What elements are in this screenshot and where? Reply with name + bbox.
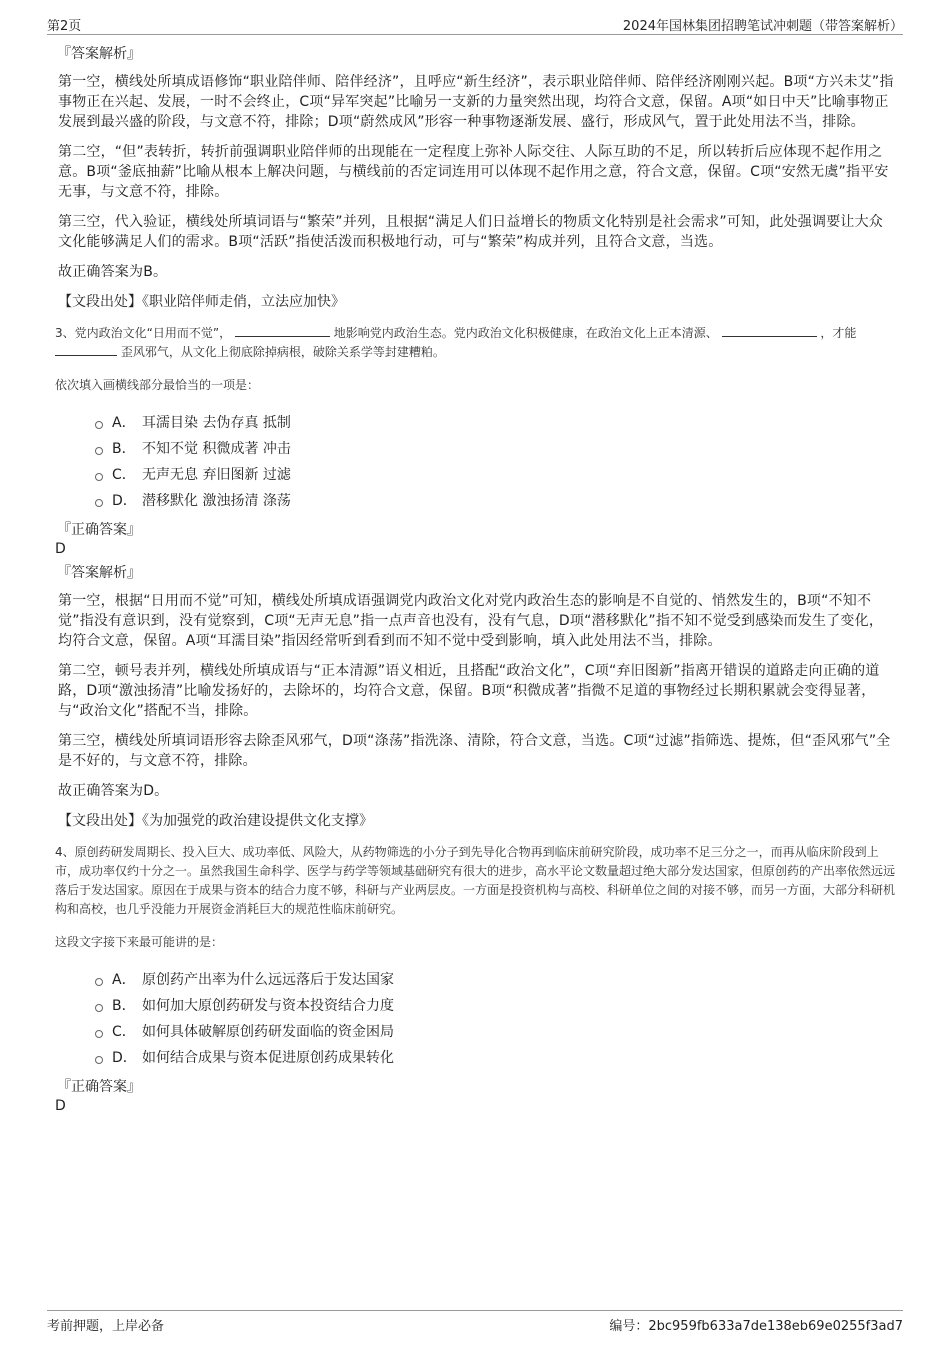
correct-answer: D: [55, 1098, 66, 1114]
option-text: 如何加大原创药研发与资本投资结合力度: [142, 998, 394, 1014]
option-c[interactable]: [95, 1018, 895, 1044]
fill-blank: [55, 343, 117, 356]
fill-blank: [722, 324, 817, 337]
analysis-conclusion: 故正确答案为D。: [58, 783, 169, 799]
radio-icon[interactable]: [95, 1030, 103, 1038]
analysis-paragraph: 第二空，“但”表转折，转折前强调职业陪伴师的出现能在一定程度上弥补人际交往、人际互助的不足，所以转折后应体现不起作用之意。B项“釜底抽薪”比喻从根本上解决问题，与横线前的否定词连用可以体现不起作用之意，符合文意，保留。C项“安然无虞”指平安无事，与文意不符，排除。: [58, 144, 889, 200]
analysis-paragraph: 第三空，代入验证，横线处所填词语与“繁荣”并列，且根据“满足人们日益增长的物质文化特别是社会需求”可知，此处强调要让大众文化能够满足人们的需求。B项“活跃”指使活泼而积极地行动，可与“繁荣”构成并列，且符合文意，当选。: [58, 214, 884, 250]
option-text: 无声无息 弃旧图新 过滤: [142, 467, 291, 483]
correct-answer-label: 『正确答案』: [57, 522, 141, 538]
correct-answer-label: 『正确答案』: [57, 1079, 141, 1095]
radio-icon[interactable]: [95, 1004, 103, 1012]
option-b[interactable]: [95, 992, 895, 1018]
correct-answer: D: [55, 541, 66, 557]
option-text: 如何具体破解原创药研发面临的资金困局: [142, 1024, 394, 1040]
document-title: 2024年国林集团招聘笔试冲刺题（带答案解析）: [622, 19, 903, 34]
option-letter: A．: [112, 415, 136, 431]
option-text: 潜移默化 激浊扬清 涤荡: [142, 493, 291, 509]
radio-icon[interactable]: [95, 473, 103, 481]
option-d[interactable]: [95, 487, 895, 513]
radio-icon[interactable]: [95, 978, 103, 986]
page-footer: [47, 1310, 903, 1333]
analysis-paragraph: 第一空，横线处所填成语修饰“职业陪伴师、陪伴经济”，且呼应“新生经济”，表示职业陪伴师、陪伴经济刚刚兴起。B项“方兴未艾”指事物正在兴起、发展，一时不会终止，C项“异军突起”比喻另一支新的力量突然出现，均符合文意，保留。A项“如日中天”比喻事物正发展到最兴盛的阶段，与文意不符，排除；D项“蔚然成风”形容一种事物逐渐发展、盛行，形成风气，置于此处用法不当，排除。: [58, 74, 894, 130]
option-list: [95, 966, 895, 1070]
option-text: 原创药产出率为什么远远落后于发达国家: [142, 972, 394, 988]
stem-text: 歪风邪气，从文化上彻底除掉病根，破除关系学等封建糟粕。: [120, 345, 445, 359]
option-letter: A．: [112, 972, 136, 988]
option-list: [95, 409, 895, 513]
option-letter: D．: [112, 493, 137, 509]
option-text: 耳濡目染 去伪存真 抵制: [142, 415, 291, 431]
page-number: 第2页: [47, 19, 82, 34]
question-stem: 4、原创药研发周期长、投入巨大、成功率低、风险大，从药物筛选的小分子到先导化合物再到临床前研究阶段，成功率不足三分之一，而再从临床阶段到上市，成功率仅约十分之一。虽然我国生命科学、医学与药学等领域基础研究有很大的进步，高水平论文数量超过绝大部分发达国家，但原创药的产出率依然远远落后于发达国家。原因在于成果与资本的结合力度不够，科研与产业两层皮。一方面是投资机构与高校、科研单位之间的对接不够，而另一方面，大部分科研机构和高校，也几乎没能力开展资金消耗巨大的规范性临床前研究。: [55, 845, 896, 916]
footer-slogan: 考前押题，上岸必备: [47, 1319, 165, 1334]
stem-text: 地影响党内政治生态。党内政治文化积极健康，在政治文化上正本清源、: [333, 326, 718, 340]
option-letter: B．: [112, 998, 136, 1014]
option-letter: C．: [112, 1024, 136, 1040]
radio-icon[interactable]: [95, 1056, 103, 1064]
fill-blank: [235, 324, 330, 337]
radio-icon[interactable]: [95, 447, 103, 455]
stem-text: ，才能: [820, 326, 857, 340]
question-stem: [55, 324, 895, 362]
option-letter: D．: [112, 1050, 137, 1066]
analysis-paragraph: 第二空，顿号表并列，横线处所填成语与“正本清源”语义相近，且搭配“政治文化”，C项“弃旧图新”指离开错误的道路走向正确的道路，D项“激浊扬清”比喻发扬好的，去除坏的，均符合文意，保留。B项“积微成著”指微不足道的事物经过长期积累就会变得显著，与“政治文化”搭配不当，排除。: [58, 663, 880, 719]
document-id: 编号：2bc959fb633a7de138eb69e0255f3ad7: [609, 1319, 903, 1334]
option-a[interactable]: [95, 409, 895, 435]
question-prompt: 这段文字接下来最可能讲的是：: [55, 935, 224, 949]
passage-source: 【文段出处】《为加强党的政治建设提供文化支撑》: [58, 813, 373, 829]
analysis-paragraph: 第一空，根据“日用而不觉”可知，横线处所填成语强调党内政治文化对党内政治生态的影响是不自觉的、悄然发生的，B项“不知不觉”指没有意识到，没有觉察到，C项“无声无息”指一点声音也没有，没有气息，D项“潜移默化”指不知不觉受到感染而发生了变化，均符合文意，保留。A项“耳濡目染”指因经常听到看到而不知不觉中受到影响，填入此处用法不当，排除。: [58, 593, 884, 649]
option-a[interactable]: [95, 966, 895, 992]
option-d[interactable]: [95, 1044, 895, 1070]
option-b[interactable]: [95, 435, 895, 461]
stem-text: 3、党内政治文化“日用而不觉”，: [55, 326, 232, 340]
analysis-paragraph: 第三空，横线处所填词语形容去除歪风邪气，D项“涤荡”指洗涤、清除，符合文意，当选。C项“过滤”指筛选、提炼，但“歪风邪气”全是不好的，与文意不符，排除。: [58, 733, 891, 769]
option-text: 如何结合成果与资本促进原创药成果转化: [142, 1050, 394, 1066]
option-letter: C．: [112, 467, 136, 483]
document-body: [55, 44, 895, 1120]
option-text: 不知不觉 积微成著 冲击: [142, 441, 291, 457]
passage-source: 【文段出处】《职业陪伴师走俏，立法应加快》: [58, 294, 345, 310]
option-letter: B．: [112, 441, 136, 457]
question-prompt: 依次填入画横线部分最恰当的一项是：: [55, 378, 260, 392]
analysis-label: 『答案解析』: [57, 46, 141, 62]
analysis-label: 『答案解析』: [57, 565, 141, 581]
option-c[interactable]: [95, 461, 895, 487]
analysis-conclusion: 故正确答案为B。: [58, 264, 168, 280]
radio-icon[interactable]: [95, 421, 103, 429]
radio-icon[interactable]: [95, 499, 103, 507]
page-header: [47, 12, 903, 35]
